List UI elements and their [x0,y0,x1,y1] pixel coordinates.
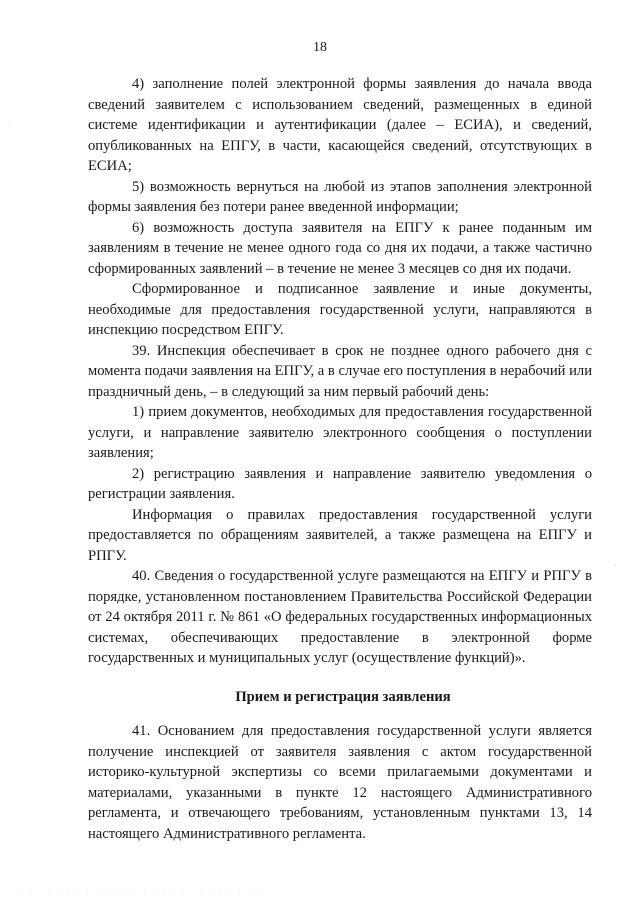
paragraph: 41. Основанием для предоставления государственной услуги является получение инспекцией от заявителя заявления с актом государственной историко-культурной экспертизы со всеми прилагаемыми документами и материалами, указанными в пункте 12 настоящего Административного регламента, и отвечающего требованиям, установленным пунктами 13, 14 настоящего Административного регламента. [88,723,592,842]
section-heading: Прием и регистрация заявления [235,688,451,705]
paragraph: 5) возможность вернуться на любой из этапов заполнения электронной формы заявления без потери ранее введенной информации; [88,178,592,215]
paragraph: Информация о правилах предоставления государственной услуги предоставляется по обращениям заявителей, а также размещена на ЕПГУ и РПГУ. [88,506,592,564]
paragraph: Сформированное и подписанное заявление и иные документы, необходимые для предоставления государственной услуги, направляются в инспекцию посредством ЕПГУ. [88,281,592,338]
scan-noise: · · · · · · · · · · · · · · · · · · · · · · · · · · [20,891,263,895]
paragraph: 2) регистрацию заявления и направление заявителю уведомления о регистрации заявления. [88,465,592,502]
paragraph: 4) заполнение полей электронной формы заявления до начала ввода сведений заявителем с использованием сведений, размещенных в единой системе идентификации и аутентификации (далее – ЕСИА), и сведений, опубликованных на ЕПГУ, в части, касающейся сведений, отсутствующих в ЕСИА; [88,76,592,174]
scan-mark: · [8,118,11,128]
paragraph: 1) прием документов, необходимых для предоставления государственной услуги, и направление заявителю электронного сообщения о поступлении заявления; [88,404,592,461]
paragraph: 40. Сведения о государственной услуге размещаются на ЕПГУ и РПГУ в порядке, установленном постановлением Правительства Российской Федерации от 24 октября 2011 г. № 861 «О федеральных государственных информационных системах, обеспечивающих предоставление в электронной форме государственных и муниципальных услуг (осуществление функций)». [88,568,592,666]
page-number: 18 [313,40,327,55]
scan-mark: · [614,560,617,570]
document-body [88,74,592,844]
paragraph: 6) возможность доступа заявителя на ЕПГУ к ранее поданным им заявлениям в течение не менее одного года со дня их подачи, а также частично сформированных заявлений – в течение не менее 3 месяцев со дня их подачи. [88,219,592,277]
paragraph: 39. Инспекция обеспечивает в срок не позднее одного рабочего дня с момента подачи заявления на ЕПГУ, а в случае его поступления в нерабочий или праздничный день, – в следующий за ним первый рабочий день: [88,342,592,400]
